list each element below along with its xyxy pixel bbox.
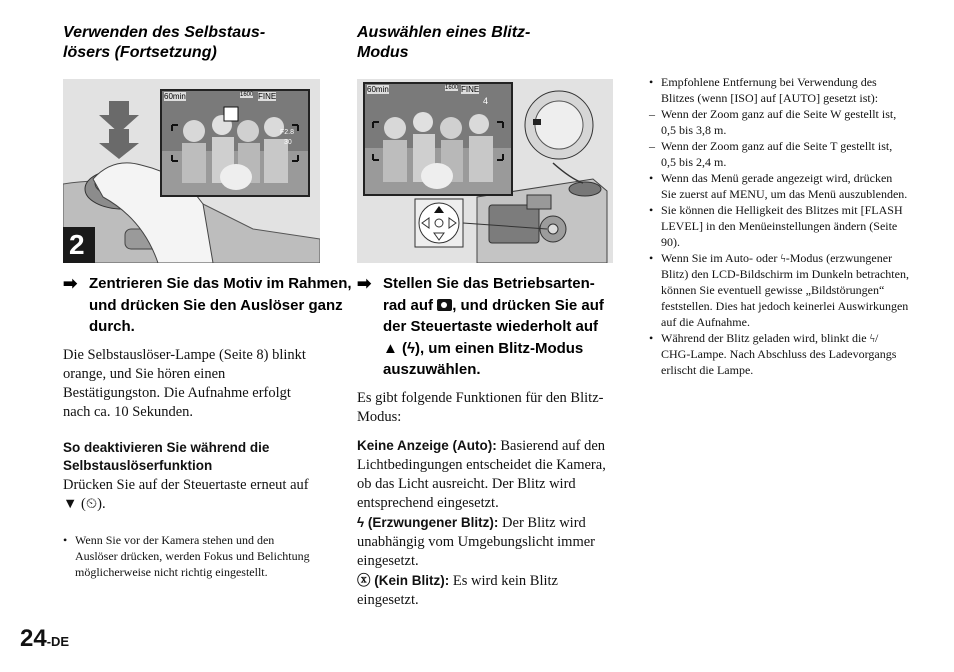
- lcd-screen-flash: [363, 82, 513, 196]
- lcd-quality: FINE: [461, 85, 480, 94]
- deactivate-heading: So deaktivieren Sie während die Selbstauslöserfunktion: [63, 440, 270, 473]
- deactivate-text: Drücken Sie auf der Steuertaste erneut auf: [63, 477, 309, 493]
- flash-step-line-3: der Steuertaste wiederholt auf: [383, 318, 599, 335]
- group-photo-image: [365, 84, 511, 194]
- note-flash-level: • Sie können die Helligkeit des Blitzes mit [FLASH LEVEL] in den Menüeinstellungen ändern (Seite 90).: [649, 202, 909, 250]
- lcd-screen: [160, 89, 310, 197]
- camera-mode-icon: [437, 299, 452, 311]
- selftimer-note: • Wenn Sie vor der Kamera stehen und den Auslöser drücken, werden Fokus und Belichtung möglicherweise nicht richtig eingestellt.: [63, 532, 315, 580]
- flash-mode-illustration: [357, 79, 613, 263]
- flash-mode-off-term: ⓧ (Kein Blitz):: [357, 573, 450, 588]
- flash-notes: [649, 74, 909, 378]
- flash-mode-list: [357, 436, 612, 610]
- flash-step-line-5: auszuwählen.: [383, 361, 481, 378]
- lcd-shutter: 30: [284, 139, 292, 146]
- flash-step-instruction: [357, 273, 653, 381]
- lcd-battery-time: 60min: [164, 92, 186, 101]
- note-charge-lamp: • Während der Blitz geladen wird, blinkt die ϟ/ CHG-Lampe. Nach Abschluss des Ladevorgangs erlischt die Lampe.: [649, 330, 909, 378]
- lcd-image-size: 1600: [445, 85, 459, 91]
- step-number-badge: 2: [69, 229, 85, 260]
- page-number: [20, 625, 69, 653]
- flash-mode-forced: [357, 513, 612, 571]
- note-zoom-w-text: Wenn der Zoom ganz auf die Seite W gestellt ist, 0,5 bis 3,8 m.: [661, 107, 897, 137]
- flash-step-line-2-start: rad auf: [383, 296, 434, 314]
- deactivate-instruction: [63, 476, 325, 514]
- lcd-image-size: 1600: [240, 92, 254, 98]
- flash-mode-off: [357, 571, 612, 610]
- page-number-value: 24: [20, 625, 47, 652]
- selftimer-description: Die Selbstauslöser-Lampe (Seite 8) blinkt orange, und Sie hören einen Bestätigungston. Die Aufnahme erfolgt nach ca. 10 Sekunden.: [63, 347, 306, 420]
- lcd-quality: FINE: [258, 92, 277, 101]
- note-zoom-t-text: Wenn der Zoom ganz auf die Seite T gestellt ist, 0,5 bis 2,4 m.: [661, 139, 893, 169]
- flash-step-line-2-end: , und drücken Sie auf: [452, 296, 604, 314]
- down-arrow-icon: ▼: [63, 496, 78, 512]
- flash-step-line-4: ▲ (ϟ), um einen Blitz-Modus: [383, 339, 584, 357]
- flash-mode-off-text: Es wird kein Blitz eingesetzt.: [357, 573, 558, 608]
- flash-mode-auto-term: Keine Anzeige (Auto):: [357, 438, 497, 453]
- step-arrow-icon: ➡: [357, 274, 372, 293]
- page-number-suffix: -DE: [46, 634, 70, 649]
- flash-step-line-1: Stellen Sie das Betriebsarten-: [383, 275, 595, 292]
- step-arrow-icon: ➡: [63, 274, 78, 293]
- note-zoom-t: – Wenn der Zoom ganz auf die Seite T gestellt ist, 0,5 bis 2,4 m.: [649, 139, 893, 169]
- note-flash-distance: • Empfohlene Entfernung bei Verwendung des Blitzes (wenn [ISO] auf [AUTO] gesetzt ist):: [649, 74, 909, 106]
- note-zoom-w: – Wenn der Zoom ganz auf die Seite W gestellt ist, 0,5 bis 3,8 m.: [649, 107, 897, 137]
- flash-mode-auto: [357, 436, 612, 513]
- lcd-aperture: F2.8: [280, 129, 295, 136]
- flash-mode-auto-text: Basierend auf den Lichtbedingungen entscheidet die Kamera, ob das Licht ausreicht. Der Blitz wird entsprechend eingesetzt.: [357, 438, 606, 511]
- flash-intro: Es gibt folgende Funktionen für den Blitz-Modus:: [357, 390, 604, 425]
- lcd-battery-time: 60min: [367, 85, 389, 94]
- section-heading-flash-mode: Auswählen eines Blitz- Modus: [357, 24, 531, 61]
- note-menu: • Wenn das Menü gerade angezeigt wird, drücken Sie zuerst auf MENU, um das Menü auszublenden.: [649, 170, 909, 202]
- lcd-shot-count: 4: [483, 96, 489, 106]
- flash-mode-forced-text: Der Blitz wird unabhängig vom Umgebungslicht immer eingesetzt.: [357, 515, 596, 569]
- flash-mode-forced-term: ϟ (Erzwungener Blitz):: [357, 515, 499, 530]
- note-lcd-noise: • Wenn Sie im Auto- oder ϟ-Modus (erzwungener Blitz) den LCD-Bildschirm im Dunkeln betrachten, können Sie eventuell gewisse „Bildstörungen“ feststellen. Dies hat jedoch keinerlei Auswirkungen auf die Aufnahme.: [649, 250, 909, 330]
- selftimer-icon: (⏲).: [80, 496, 106, 512]
- step-2-text: Zentrieren Sie das Motiv im Rahmen, und drücken Sie den Auslöser ganz durch.: [89, 275, 352, 335]
- selftimer-illustration: [63, 79, 320, 263]
- flash-step-line-2: [383, 295, 653, 317]
- section-heading-selftimer: Verwenden des Selbstaus- lösers (Fortsetzung): [63, 24, 266, 61]
- step-2-instruction: [63, 273, 354, 338]
